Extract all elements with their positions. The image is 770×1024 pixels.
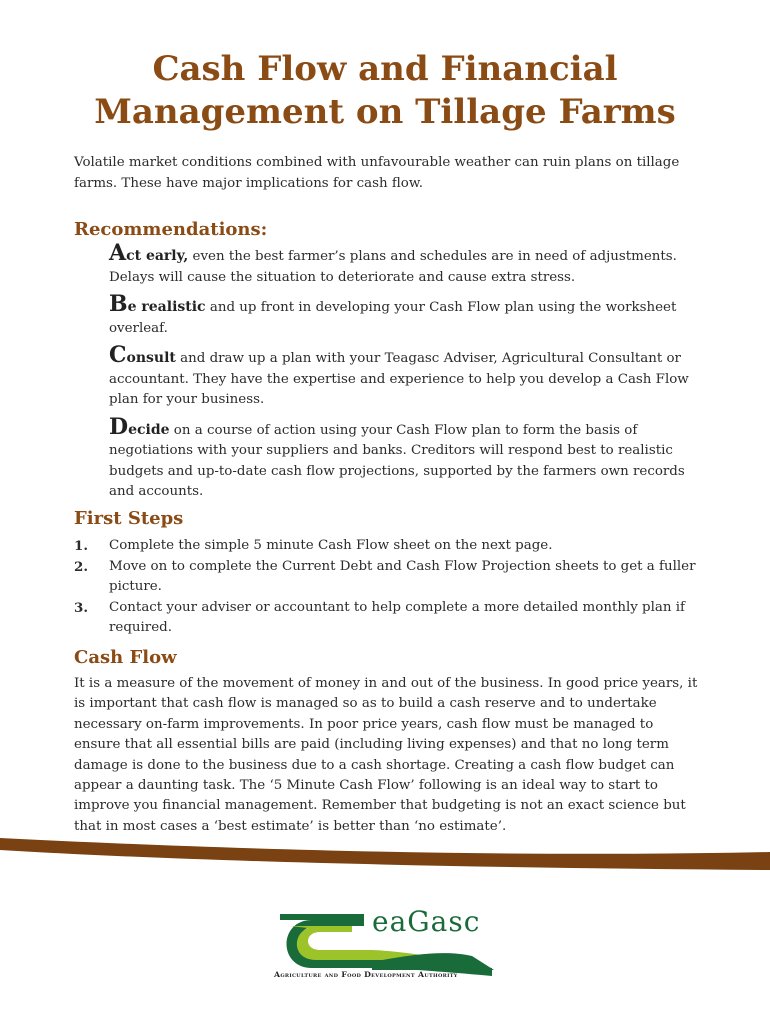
list-item bbox=[74, 536, 700, 557]
recommendation-lead bbox=[109, 240, 189, 266]
lead-text: ct early, bbox=[126, 248, 189, 264]
recommendation-text: even the best farmer’s plans and schedules are in need of adjustments. Delays will cause the situation to deteriorate and cause extra stress. bbox=[109, 249, 677, 285]
recommendation-lead bbox=[109, 291, 206, 317]
step-text: Complete the simple 5 minute Cash Flow sheet on the next page. bbox=[109, 538, 553, 553]
drop-cap: A bbox=[109, 240, 127, 266]
drop-cap: C bbox=[109, 342, 127, 368]
recommendation-text: and draw up a plan with your Teagasc Adviser, Agricultural Consultant or accountant. They have the expertise and experience to help you develop a Cash Flow plan for your business. bbox=[109, 351, 689, 407]
recommendation-item bbox=[109, 240, 699, 288]
recommendations-heading: Recommendations: bbox=[74, 219, 268, 240]
recommendation-lead bbox=[109, 413, 170, 440]
recommendation-item bbox=[109, 413, 699, 503]
cash-flow-heading: Cash Flow bbox=[74, 647, 177, 668]
step-number: 3. bbox=[74, 599, 88, 616]
first-steps-heading: First Steps bbox=[74, 508, 184, 529]
step-number: 2. bbox=[74, 558, 88, 575]
lead-text: onsult bbox=[126, 350, 176, 366]
lead-text: e realistic bbox=[127, 299, 206, 315]
drop-cap: D bbox=[109, 413, 129, 440]
logo-wordmark: eaGasc bbox=[372, 905, 481, 938]
decorative-swoosh bbox=[0, 828, 770, 878]
drop-cap: B bbox=[109, 291, 128, 317]
recommendation-lead bbox=[109, 342, 176, 368]
step-text: Move on to complete the Current Debt and Cash Flow Projection sheets to get a fuller picture. bbox=[109, 558, 696, 594]
recommendations-list bbox=[109, 240, 699, 509]
recommendation-item bbox=[109, 291, 699, 339]
recommendation-item bbox=[109, 342, 699, 411]
recommendation-text: on a course of action using your Cash Flow plan to form the basis of negotiations with your suppliers and banks. Creditors will respond best to realistic budgets and up-to-date cash flow projections, supported by the farmers own records and accounts. bbox=[109, 422, 685, 499]
cash-flow-paragraph: It is a measure of the movement of money in and out of the business. In good price years, it is important that cash flow is managed so as to build a cash reserve and to undertake necessary on-farm improvements. In poor price years, cash flow must be managed to ensure that all essential bills are paid (including living expenses) and that no long term damage is done to the business due to a cash shortage. Creating a cash flow budget can appear a daunting task. The ‘5 Minute Cash Flow’ following is an ideal way to start to improve you financial management. Remember that budgeting is not an exact science but that in most cases a ‘best estimate’ is better than ‘no estimate’. bbox=[74, 676, 698, 834]
list-item bbox=[74, 557, 700, 598]
step-text: Contact your adviser or accountant to help complete a more detailed monthly plan if required. bbox=[109, 599, 686, 635]
logo-tagline: Agriculture and Food Development Authority bbox=[274, 970, 458, 979]
lead-text: ecide bbox=[128, 421, 170, 438]
intro-paragraph: Volatile market conditions combined with unfavourable weather can ruin plans on tillage farms. These have major implications for cash flow. bbox=[74, 155, 680, 191]
step-number: 1. bbox=[74, 538, 88, 554]
recommendation-text: and up front in developing your Cash Flow plan using the worksheet overleaf. bbox=[109, 300, 677, 336]
page-title: Cash Flow and Financial Management on Tillage Farms bbox=[94, 49, 676, 132]
first-steps-list bbox=[74, 536, 700, 639]
list-item bbox=[74, 598, 700, 639]
